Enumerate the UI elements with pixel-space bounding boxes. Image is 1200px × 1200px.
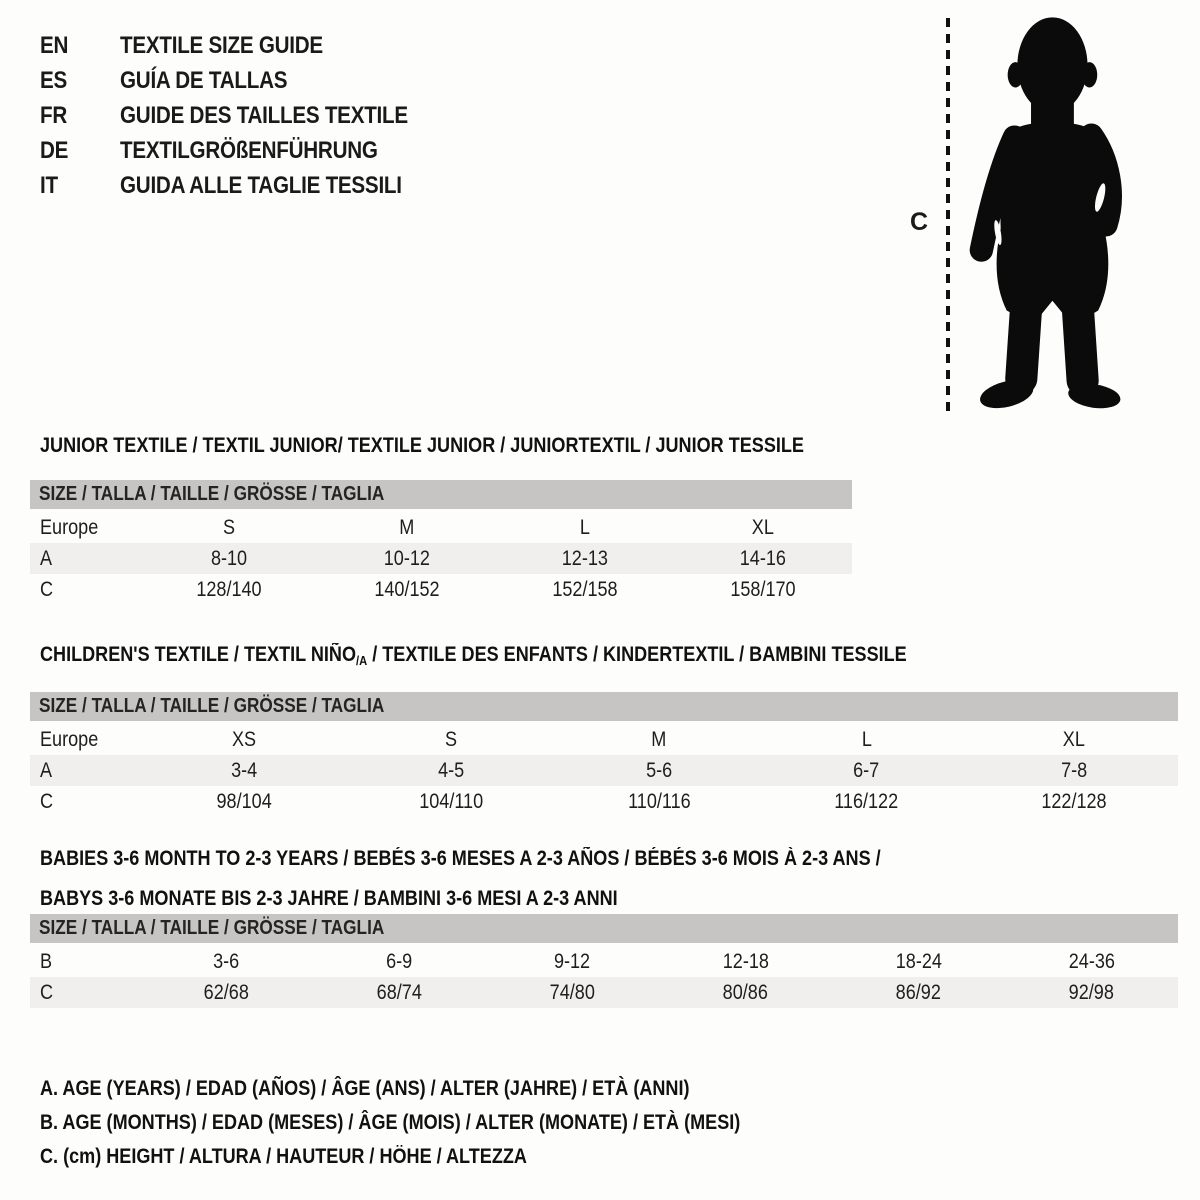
size-header-label: SIZE / TALLA / TAILLE / GRÖSSE / TAGLIA: [39, 695, 385, 717]
table-cell: 74/80: [549, 980, 596, 1004]
table-cell: S: [222, 515, 236, 539]
children-title: [40, 641, 1178, 670]
size-header-label: SIZE / TALLA / TAILLE / GRÖSSE / TAGLIA: [39, 483, 385, 505]
table-cell: 12-13: [561, 546, 609, 570]
table-cell: M: [651, 727, 667, 751]
table-cell: 122/128: [1041, 789, 1107, 813]
row-label: C: [40, 789, 54, 813]
table-row: [30, 977, 1178, 1008]
table-row: [30, 574, 852, 605]
table-cell: 14-16: [739, 546, 787, 570]
title-text: CHILDREN'S TEXTILE / TEXTIL NIÑO: [40, 643, 357, 666]
table-rows: [30, 946, 1178, 1008]
row-label: A: [40, 546, 53, 570]
table-row: [30, 512, 852, 543]
language-title: TEXTILE SIZE GUIDE: [120, 31, 323, 59]
table-cell: 18-24: [895, 949, 942, 973]
table-cell: 6-7: [853, 758, 880, 782]
title-text: BABYS 3-6 MONATE BIS 2-3 JAHRE / BAMBINI 3-6 MESI A 2-3 ANNI: [40, 887, 618, 910]
height-measure-label: C: [910, 208, 929, 236]
section-title-line: [40, 641, 1019, 670]
legend-line: B. AGE (MONTHS) / EDAD (MESES) / ÂGE (MOIS) / ALTER (MONATE) / ETÀ (MESI): [40, 1111, 741, 1134]
table-cell: 8-10: [210, 546, 248, 570]
size-header-label: SIZE / TALLA / TAILLE / GRÖSSE / TAGLIA: [39, 917, 385, 939]
row-label: Europe: [40, 515, 99, 539]
language-row: [40, 63, 455, 98]
table-cell: XL: [1063, 727, 1086, 751]
language-row: [40, 98, 455, 133]
table-cell: 80/86: [722, 980, 769, 1004]
children-table: [30, 692, 1178, 817]
language-title: GUÍA DE TALLAS: [120, 66, 288, 94]
table-cell: 9-12: [554, 949, 591, 973]
table-row: [30, 724, 1178, 755]
table-rows: [30, 512, 852, 605]
title-text: / TEXTILE DES ENFANTS / KINDERTEXTIL / BAMBINI TESSILE: [367, 643, 907, 666]
table-cell: 152/158: [552, 577, 618, 601]
table-cell: 92/98: [1068, 980, 1115, 1004]
row-label: B: [40, 949, 53, 973]
row-label: A: [40, 758, 53, 782]
legend: [40, 1072, 854, 1174]
junior-title: [40, 432, 1178, 459]
table-cell: 140/152: [374, 577, 440, 601]
table-cell: M: [399, 515, 415, 539]
babies-table: [30, 914, 1178, 1008]
table-cell: 104/110: [419, 789, 484, 813]
title-text: JUNIOR TEXTILE / TEXTIL JUNIOR/ TEXTILE JUNIOR / JUNIORTEXTIL / JUNIOR TESSILE: [40, 434, 804, 457]
table-cell: XL: [751, 515, 775, 539]
size-header-bar: [30, 692, 1178, 721]
table-cell: L: [861, 727, 872, 751]
table-row: [30, 786, 1178, 817]
table-cell: 24-36: [1068, 949, 1115, 973]
language-title: GUIDA ALLE TAGLIE TESSILI: [120, 171, 402, 199]
table-row: [30, 755, 1178, 786]
language-code: IT: [40, 171, 58, 199]
size-header-bar: [30, 914, 1178, 943]
table-cell: 7-8: [1061, 758, 1088, 782]
table-cell: S: [445, 727, 458, 751]
table-cell: 3-6: [213, 949, 240, 973]
language-code: ES: [40, 66, 68, 94]
table-cell: 128/140: [196, 577, 262, 601]
section-title-line: [40, 885, 1019, 912]
language-code: DE: [40, 136, 69, 164]
table-cell: 86/92: [895, 980, 942, 1004]
children-section: [30, 641, 1178, 817]
toddler-silhouette-icon: [958, 12, 1143, 420]
legend-line: C. (cm) HEIGHT / ALTURA / HAUTEUR / HÖHE / ALTEZZA: [40, 1145, 527, 1168]
section-title-line: [40, 845, 1019, 872]
table-cell: XS: [231, 727, 256, 751]
table-cell: 3-4: [230, 758, 257, 782]
table-cell: 98/104: [216, 789, 272, 813]
table-cell: 5-6: [645, 758, 673, 782]
title-text: BABIES 3-6 MONTH TO 2-3 YEARS / BEBÉS 3-6 MESES A 2-3 AÑOS / BÉBÉS 3-6 MOIS À 2-3 ANS /: [40, 847, 881, 870]
size-header-bar: [30, 480, 852, 509]
language-list: [40, 28, 455, 203]
babies-title: [40, 845, 1178, 912]
junior-section: [30, 432, 1178, 605]
section-title-line: [40, 432, 1019, 459]
table-cell: 116/122: [834, 789, 899, 813]
legend-line: A. AGE (YEARS) / EDAD (AÑOS) / ÂGE (ANS) / ALTER (JAHRE) / ETÀ (ANNI): [40, 1077, 690, 1100]
table-row: [30, 946, 1178, 977]
language-row: [40, 133, 455, 168]
table-rows: [30, 724, 1178, 817]
language-row: [40, 28, 455, 63]
row-label: Europe: [40, 727, 99, 751]
junior-table: [30, 480, 852, 605]
table-cell: 4-5: [438, 758, 465, 782]
table-cell: L: [579, 515, 591, 539]
language-title: GUIDE DES TAILLES TEXTILE: [120, 101, 408, 129]
table-cell: 110/116: [627, 789, 691, 813]
table-cell: 68/74: [376, 980, 423, 1004]
height-measure-dashed-line: [946, 18, 950, 416]
table-cell: 12-18: [722, 949, 769, 973]
babies-section: [30, 845, 1178, 1008]
language-code: FR: [40, 101, 68, 129]
table-cell: 158/170: [730, 577, 796, 601]
language-title: TEXTILGRÖßENFÜHRUNG: [120, 136, 378, 164]
row-label: C: [40, 980, 54, 1004]
row-label: C: [40, 577, 54, 601]
table-row: [30, 543, 852, 574]
language-code: EN: [40, 31, 69, 59]
table-cell: 10-12: [383, 546, 431, 570]
table-cell: 6-9: [386, 949, 413, 973]
language-row: [40, 168, 455, 203]
title-subscript: /A: [356, 653, 368, 668]
table-cell: 62/68: [203, 980, 250, 1004]
